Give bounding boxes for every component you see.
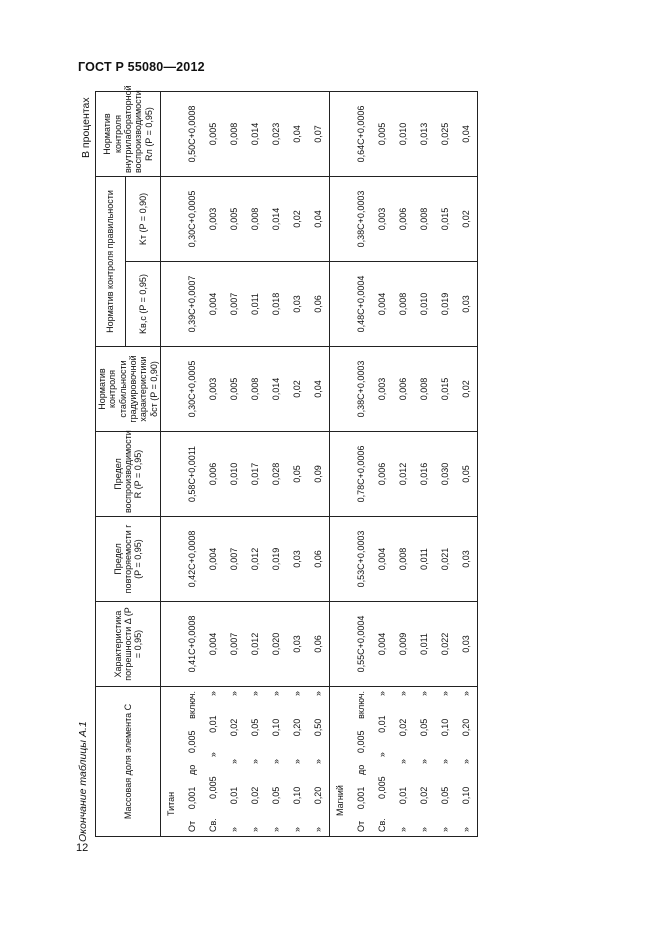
value-cell: 0,004 xyxy=(203,262,224,347)
range-part: » xyxy=(398,691,409,697)
value-cell: 0,006 xyxy=(372,432,393,517)
value-cell: 0,53C+0,0003 xyxy=(351,517,372,602)
value-cell: 0,04 xyxy=(287,92,308,177)
mass-range-cell xyxy=(182,687,203,837)
value-cell: 0,023 xyxy=(266,92,287,177)
range-part: » xyxy=(229,691,240,697)
header-kt: Kт (P = 0,90) xyxy=(126,177,161,262)
value-cell: 0,012 xyxy=(245,602,266,687)
value-cell: 0,64C+0,0006 xyxy=(351,92,372,177)
mass-range-cell xyxy=(287,687,308,837)
table-row xyxy=(203,92,224,837)
value-cell: 0,30C+0,0005 xyxy=(182,347,203,432)
range-part: Св. xyxy=(208,818,219,832)
value-cell: 0,38C+0,0003 xyxy=(351,177,372,262)
value-cell: 0,41C+0,0008 xyxy=(182,602,203,687)
range-part: 0,02 xyxy=(419,786,430,805)
table-row xyxy=(456,92,478,837)
value-cell: 0,021 xyxy=(435,517,456,602)
range-part: 0,01 xyxy=(208,715,219,733)
value-cell: 0,025 xyxy=(435,92,456,177)
range-part: 0,005 xyxy=(187,730,198,754)
value-cell: 0,03 xyxy=(456,262,478,347)
range-part: » xyxy=(229,826,240,832)
header-error: Характеристика погрешности Δ (P = 0,95) xyxy=(96,602,161,687)
value-cell: 0,02 xyxy=(287,347,308,432)
range-part: » xyxy=(377,691,388,697)
range-part: » xyxy=(419,826,430,832)
value-cell: 0,008 xyxy=(245,347,266,432)
range-part: включ. xyxy=(356,691,367,719)
mass-range-cell xyxy=(203,687,224,837)
header-reproducibility: Предел воспроизводимости R (P = 0,95) xyxy=(96,432,161,517)
table-container xyxy=(95,85,472,837)
range-part: » xyxy=(271,759,282,765)
empty-cell xyxy=(330,347,352,432)
value-cell: 0,06 xyxy=(308,262,330,347)
value-cell: 0,005 xyxy=(372,92,393,177)
range-part: 0,10 xyxy=(440,718,451,737)
range-part: 0,001 xyxy=(356,786,367,810)
empty-cell xyxy=(161,92,183,177)
empty-cell xyxy=(330,262,352,347)
value-cell: 0,015 xyxy=(435,177,456,262)
range-part: » xyxy=(313,826,324,832)
range-part: » xyxy=(440,691,451,697)
mass-range-cell xyxy=(393,687,414,837)
range-part: » xyxy=(398,826,409,832)
range-part: 0,05 xyxy=(440,786,451,805)
table-row xyxy=(393,92,414,837)
value-cell: 0,04 xyxy=(308,177,330,262)
range-part: » xyxy=(250,691,261,697)
range-part: до xyxy=(356,764,367,775)
range-part: 0,10 xyxy=(461,786,472,805)
range-part: 0,01 xyxy=(377,715,388,733)
value-cell: 0,78C+0,0006 xyxy=(351,432,372,517)
mass-range-cell xyxy=(435,687,456,837)
range-part: » xyxy=(461,691,472,697)
range-part: 0,001 xyxy=(187,786,198,810)
range-part: От xyxy=(187,820,198,832)
range-part: » xyxy=(208,752,219,758)
empty-cell xyxy=(330,517,352,602)
table-row xyxy=(245,92,266,837)
empty-cell xyxy=(161,432,183,517)
table-caption: Окончание таблицы А.1 xyxy=(77,721,89,842)
range-part: 0,005 xyxy=(377,776,388,799)
range-part: » xyxy=(440,759,451,765)
mass-range-cell xyxy=(224,687,245,837)
value-cell: 0,008 xyxy=(224,92,245,177)
range-part: 0,20 xyxy=(313,786,324,805)
empty-cell xyxy=(161,602,183,687)
value-cell: 0,010 xyxy=(224,432,245,517)
range-part: 0,10 xyxy=(271,718,282,737)
mass-range-cell xyxy=(245,687,266,837)
value-cell: 0,012 xyxy=(245,517,266,602)
value-cell: 0,04 xyxy=(308,347,330,432)
range-part: » xyxy=(419,759,430,765)
value-cell: 0,014 xyxy=(266,347,287,432)
range-part: 0,02 xyxy=(398,718,409,737)
value-cell: 0,02 xyxy=(287,177,308,262)
range-part: 0,01 xyxy=(398,786,409,805)
value-cell: 0,008 xyxy=(393,262,414,347)
group-row xyxy=(161,92,183,837)
mass-range-cell xyxy=(456,687,478,837)
value-cell: 0,003 xyxy=(372,347,393,432)
value-cell: 0,003 xyxy=(372,177,393,262)
value-cell: 0,010 xyxy=(414,262,435,347)
value-cell: 0,04 xyxy=(456,92,478,177)
value-cell: 0,022 xyxy=(435,602,456,687)
range-part: » xyxy=(440,826,451,832)
value-cell: 0,005 xyxy=(203,92,224,177)
table-row xyxy=(372,92,393,837)
empty-cell xyxy=(161,347,183,432)
range-part: » xyxy=(229,759,240,765)
value-cell: 0,55C+0,0004 xyxy=(351,602,372,687)
mass-range-cell xyxy=(351,687,372,837)
range-part: » xyxy=(377,752,388,758)
mass-range-cell xyxy=(372,687,393,837)
value-cell: 0,58C+0,0011 xyxy=(182,432,203,517)
empty-cell xyxy=(161,177,183,262)
value-cell: 0,004 xyxy=(372,602,393,687)
group-label: Магний xyxy=(330,687,352,837)
value-cell: 0,30C+0,0005 xyxy=(182,177,203,262)
range-part: Св. xyxy=(377,818,388,832)
value-cell: 0,009 xyxy=(393,602,414,687)
table-row xyxy=(351,92,372,837)
mass-range-cell xyxy=(308,687,330,837)
range-part: 0,005 xyxy=(208,776,219,799)
units-note: В процентах xyxy=(80,97,92,158)
value-cell: 0,09 xyxy=(308,432,330,517)
value-cell: 0,003 xyxy=(203,347,224,432)
value-cell: 0,02 xyxy=(456,347,478,432)
range-part: » xyxy=(250,759,261,765)
table-row xyxy=(414,92,435,837)
header-stability: Норматив контроля стабильности градуировочной характеристики δст (P = 0,90) xyxy=(96,347,161,432)
table-body xyxy=(161,92,478,837)
value-cell: 0,007 xyxy=(224,262,245,347)
value-cell: 0,008 xyxy=(414,347,435,432)
value-cell: 0,008 xyxy=(414,177,435,262)
range-part: 0,005 xyxy=(356,730,367,754)
value-cell: 0,010 xyxy=(393,92,414,177)
value-cell: 0,005 xyxy=(224,347,245,432)
value-cell: 0,39C+0,0007 xyxy=(182,262,203,347)
value-cell: 0,07 xyxy=(308,92,330,177)
range-part: » xyxy=(398,759,409,765)
value-cell: 0,03 xyxy=(287,517,308,602)
header-repeatability: Предел повторяемости r (P = 0,95) xyxy=(96,517,161,602)
range-part: » xyxy=(419,691,430,697)
value-cell: 0,06 xyxy=(308,602,330,687)
value-cell: 0,008 xyxy=(245,177,266,262)
value-cell: 0,05 xyxy=(456,432,478,517)
range-part: » xyxy=(313,691,324,697)
range-part: » xyxy=(461,826,472,832)
value-cell: 0,48C+0,0004 xyxy=(351,262,372,347)
value-cell: 0,50C+0,0008 xyxy=(182,92,203,177)
value-cell: 0,004 xyxy=(203,602,224,687)
range-part: » xyxy=(292,691,303,697)
range-part: 0,02 xyxy=(229,718,240,737)
range-part: включ. xyxy=(187,691,198,719)
table-row xyxy=(287,92,308,837)
value-cell: 0,02 xyxy=(456,177,478,262)
range-part: 0,20 xyxy=(292,718,303,737)
value-cell: 0,013 xyxy=(414,92,435,177)
range-part: 0,10 xyxy=(292,786,303,805)
value-cell: 0,38C+0,0003 xyxy=(351,347,372,432)
header-kvs: Kв,с (P = 0,95) xyxy=(126,262,161,347)
page-number: 12 xyxy=(76,842,89,854)
empty-cell xyxy=(330,92,352,177)
empty-cell xyxy=(161,517,183,602)
value-cell: 0,012 xyxy=(393,432,414,517)
value-cell: 0,007 xyxy=(224,517,245,602)
table-row xyxy=(182,92,203,837)
range-part: 0,05 xyxy=(419,718,430,737)
data-table xyxy=(95,85,478,837)
value-cell: 0,019 xyxy=(435,262,456,347)
range-part: » xyxy=(292,826,303,832)
value-cell: 0,020 xyxy=(266,602,287,687)
range-part: 0,50 xyxy=(313,718,324,737)
range-part: 0,20 xyxy=(461,718,472,737)
value-cell: 0,004 xyxy=(372,262,393,347)
value-cell: 0,006 xyxy=(393,177,414,262)
value-cell: 0,03 xyxy=(456,517,478,602)
range-part: » xyxy=(461,759,472,765)
empty-cell xyxy=(330,432,352,517)
value-cell: 0,05 xyxy=(287,432,308,517)
value-cell: 0,06 xyxy=(308,517,330,602)
value-cell: 0,028 xyxy=(266,432,287,517)
value-cell: 0,006 xyxy=(393,347,414,432)
range-part: 0,05 xyxy=(250,718,261,737)
table-row xyxy=(266,92,287,837)
mass-range-cell xyxy=(266,687,287,837)
range-part: » xyxy=(313,759,324,765)
empty-cell xyxy=(330,602,352,687)
value-cell: 0,004 xyxy=(203,517,224,602)
value-cell: 0,03 xyxy=(287,262,308,347)
range-part: » xyxy=(208,691,219,697)
value-cell: 0,011 xyxy=(414,517,435,602)
range-part: 0,05 xyxy=(271,786,282,805)
range-part: 0,02 xyxy=(250,786,261,805)
value-cell: 0,004 xyxy=(372,517,393,602)
table-row xyxy=(435,92,456,837)
header-mass-fraction: Массовая доля элемента C xyxy=(96,687,161,837)
value-cell: 0,03 xyxy=(287,602,308,687)
value-cell: 0,016 xyxy=(414,432,435,517)
value-cell: 0,03 xyxy=(456,602,478,687)
value-cell: 0,019 xyxy=(266,517,287,602)
value-cell: 0,011 xyxy=(245,262,266,347)
value-cell: 0,003 xyxy=(203,177,224,262)
document-header: ГОСТ Р 55080—2012 xyxy=(78,60,205,74)
value-cell: 0,015 xyxy=(435,347,456,432)
value-cell: 0,011 xyxy=(414,602,435,687)
value-cell: 0,005 xyxy=(224,177,245,262)
mass-range-cell xyxy=(414,687,435,837)
value-cell: 0,014 xyxy=(266,177,287,262)
range-part: » xyxy=(271,826,282,832)
value-cell: 0,014 xyxy=(245,92,266,177)
header-accuracy-group: Норматив контроля правильности xyxy=(96,177,126,347)
value-cell: 0,008 xyxy=(393,517,414,602)
value-cell: 0,018 xyxy=(266,262,287,347)
empty-cell xyxy=(161,262,183,347)
range-part: » xyxy=(292,759,303,765)
range-part: 0,01 xyxy=(229,786,240,805)
header-intralab: Норматив контроля внутрилабораторной воспроизводимости Rл (P = 0,95) xyxy=(96,92,161,177)
value-cell: 0,007 xyxy=(224,602,245,687)
empty-cell xyxy=(330,177,352,262)
group-label: Титан xyxy=(161,687,183,837)
group-row xyxy=(330,92,352,837)
value-cell: 0,006 xyxy=(203,432,224,517)
table-row xyxy=(224,92,245,837)
range-part: От xyxy=(356,820,367,832)
value-cell: 0,017 xyxy=(245,432,266,517)
value-cell: 0,42C+0,0008 xyxy=(182,517,203,602)
value-cell: 0,030 xyxy=(435,432,456,517)
range-part: » xyxy=(250,826,261,832)
range-part: до xyxy=(187,764,198,775)
range-part: » xyxy=(271,691,282,697)
table-row xyxy=(308,92,330,837)
